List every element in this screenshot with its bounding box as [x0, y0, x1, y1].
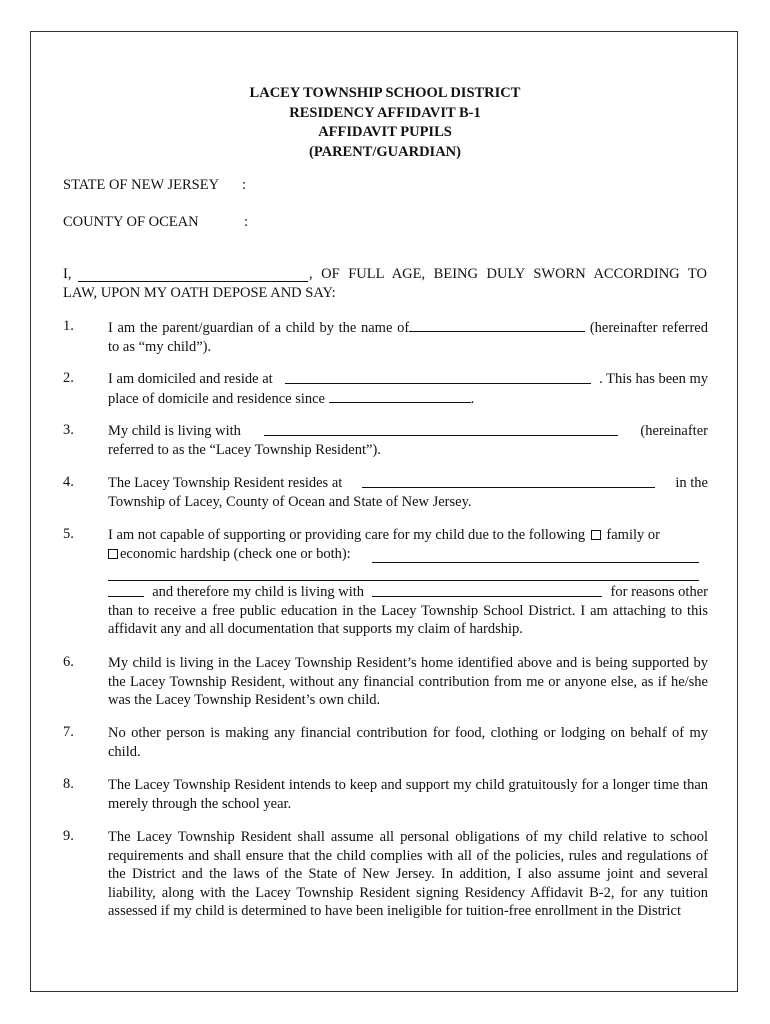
item-5-text-d: and therefore my child is living with — [152, 584, 365, 600]
title-district: LACEY TOWNSHIP SCHOOL DISTRICT — [249, 85, 521, 101]
item-5-text-a: I am not capable of supporting or providing care for my child due to the following — [108, 527, 586, 543]
affiant-name-field[interactable] — [78, 281, 308, 282]
item-1-number: 1. — [63, 318, 74, 334]
item-4-text-a: The Lacey Township Resident resides at — [108, 475, 343, 491]
item-5 — [108, 526, 708, 563]
item-2-text-a: I am domiciled and reside at — [108, 371, 273, 387]
item-4-number: 4. — [63, 474, 74, 490]
item-2 — [108, 370, 708, 408]
title-form: RESIDENCY AFFIDAVIT B-1 — [289, 104, 481, 121]
venue-state-colon: : — [242, 177, 247, 193]
item-4 — [108, 474, 708, 511]
family-hardship-checkbox[interactable] — [591, 530, 601, 540]
item-5-text-e: for reasons other — [610, 584, 708, 600]
item-1-text-c: to as “my child”). — [108, 338, 212, 355]
resident-address-field[interactable] — [362, 474, 655, 488]
item-4-text-b: in the — [675, 475, 708, 491]
venue-county-colon: : — [244, 214, 249, 230]
item-3-text-b: (hereinafter — [640, 423, 708, 439]
item-3-text-a: My child is living with — [108, 423, 241, 439]
item-7-number: 7. — [63, 724, 74, 740]
item-9-number: 9. — [63, 828, 74, 844]
resident-name-field[interactable] — [264, 422, 618, 436]
item-5-number: 5. — [63, 526, 74, 542]
title-party: (PARENT/GUARDIAN) — [309, 143, 461, 160]
item-7-text: No other person is making any financial contribution for food, clothing or lodging on behalf of my child. — [108, 725, 708, 760]
oath-line2: LAW, UPON MY OATH DEPOSE AND SAY: — [63, 285, 336, 301]
item-5-text-g: affidavit any and all documentation that supports my claim of hardship. — [108, 621, 523, 637]
item-2-text-b: . This has been my — [599, 371, 708, 387]
oath-prefix: I, — [63, 266, 72, 282]
item-4-text-c: Township of Lacey, County of Ocean and State of New Jersey. — [108, 493, 472, 510]
item-5-text-f: than to receive a free public education in the Lacey Township School District. I am attaching to this — [108, 602, 708, 619]
residence-address-field[interactable] — [285, 370, 591, 384]
living-with-field[interactable] — [372, 583, 602, 597]
item-6-number: 6. — [63, 654, 74, 670]
hardship-explanation-line-3[interactable] — [108, 583, 144, 597]
item-3-number: 3. — [63, 422, 74, 438]
item-1-text-a: I am the parent/guardian of a child by the name of — [108, 320, 410, 336]
oath-suffix: , OF FULL AGE, BEING DULY SWORN ACCORDING TO — [309, 266, 707, 282]
title-affidavit: AFFIDAVIT PUPILS — [318, 124, 452, 140]
venue-county: COUNTY OF OCEAN — [63, 214, 199, 230]
item-2-number: 2. — [63, 370, 74, 386]
item-1-text-b: (hereinafter referred — [585, 320, 708, 336]
economic-hardship-checkbox[interactable] — [108, 549, 118, 559]
residence-since-field[interactable] — [329, 389, 471, 403]
item-8-text: The Lacey Township Resident intends to keep and support my child gratuitously for a longer time than merely through the school year. — [108, 777, 708, 812]
venue-state: STATE OF NEW JERSEY — [63, 177, 220, 193]
hardship-explanation-line-1[interactable] — [372, 562, 699, 563]
child-name-field[interactable] — [409, 318, 585, 332]
document-title — [0, 84, 770, 162]
hardship-explanation-line-2[interactable] — [108, 580, 699, 581]
item-5-continued — [108, 583, 708, 639]
item-1 — [108, 318, 708, 356]
item-3 — [108, 422, 708, 459]
item-9-text: The Lacey Township Resident shall assume all personal obligations of my child relative to school requirements and shall ensure that the child complies with all of the policies, rules and regulations of the District and the laws of the State of New Jersey. In addition, I also assume joint and several liability, along with the Lacey Township Resident signing Residency Affidavit B-2, for any tuition assessed if my child is determined to have been ineligible for tuition-free enrollment in the District — [108, 829, 708, 919]
item-5-text-b: family or — [606, 527, 660, 543]
item-2-text-d: . — [470, 390, 475, 407]
item-5-text-c: economic hardship (check one or both): — [120, 545, 351, 562]
item-2-text-c: place of domicile and residence since — [108, 390, 325, 407]
item-3-text-c: referred to as the “Lacey Township Resident”). — [108, 441, 381, 458]
item-6-text: My child is living in the Lacey Township Resident’s home identified above and is being supported by the Lacey Township Resident, without any financial contribution from me or anyone else, as if he/she was the Lacey Township Resident’s own child. — [108, 655, 708, 708]
item-8-number: 8. — [63, 776, 74, 792]
